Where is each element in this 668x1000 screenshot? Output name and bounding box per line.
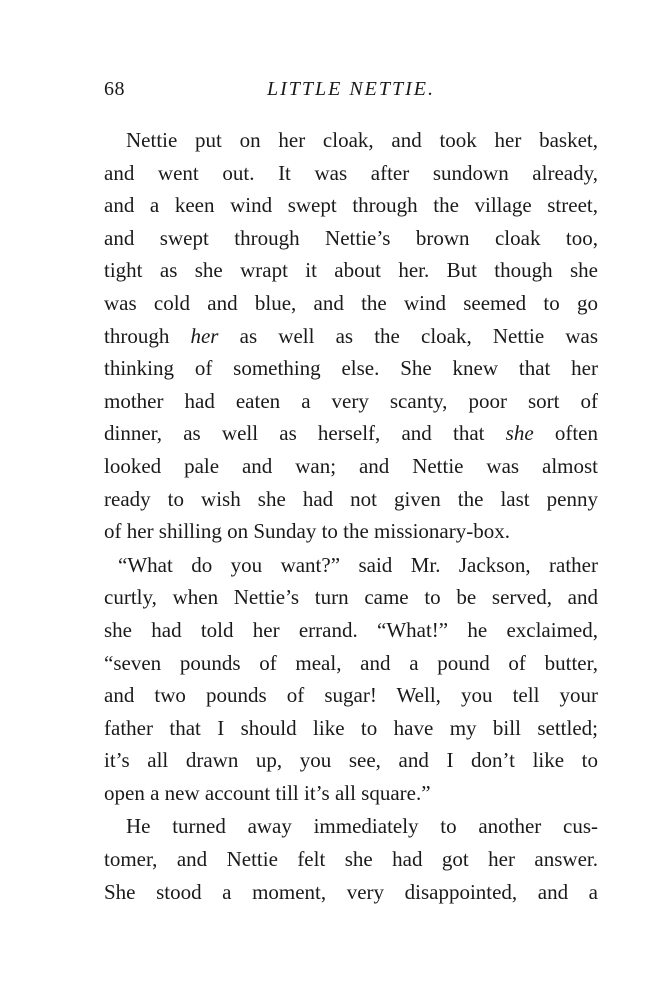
italic-word: she bbox=[505, 421, 534, 446]
text-line bbox=[104, 320, 598, 353]
text-line: thinking of something else. She knew that her bbox=[104, 356, 598, 381]
text-line: She stood a moment, very disappointed, and a bbox=[104, 879, 598, 904]
italic-word: her bbox=[190, 323, 219, 348]
text-line: “What do you want?” said Mr. Jackson, rather bbox=[118, 552, 598, 577]
running-title: LITTLE NETTIE. bbox=[266, 78, 436, 100]
text-line: open a new account till it’s all square.” bbox=[104, 780, 431, 805]
text-fragment: dinner, as well as herself, and that bbox=[104, 421, 485, 446]
text-line: father that I should like to have my bill settled; bbox=[104, 715, 598, 740]
text-line: of her shilling on Sunday to the missionary-box. bbox=[104, 519, 510, 544]
text-line: it’s all drawn up, you see, and I don’t like to bbox=[104, 748, 598, 773]
text-line: was cold and blue, and the wind seemed to go bbox=[104, 290, 598, 315]
body-text bbox=[104, 124, 598, 908]
text-line: mother had eaten a very scanty, poor sort of bbox=[104, 388, 598, 413]
text-line: and two pounds of sugar! Well, you tell your bbox=[104, 683, 598, 708]
text-fragment: often bbox=[554, 421, 599, 446]
text-line: He turned away immediately to another cus- bbox=[126, 814, 598, 839]
text-fragment: as well as the cloak, Nettie was bbox=[239, 323, 599, 348]
text-line: Nettie put on her cloak, and took her basket, bbox=[126, 128, 598, 152]
text-line: looked pale and wan; and Nettie was almost bbox=[104, 453, 598, 478]
page-number: 68 bbox=[104, 78, 125, 100]
text-line: and swept through Nettie’s brown cloak too, bbox=[104, 225, 598, 250]
text-line: ready to wish she had not given the last penny bbox=[104, 486, 598, 511]
text-line: and went out. It was after sundown already, bbox=[104, 160, 598, 185]
running-head bbox=[104, 78, 598, 108]
text-line: tight as she wrapt it about her. But though she bbox=[104, 258, 598, 283]
text-line: curtly, when Nettie’s turn came to be served, and bbox=[104, 585, 598, 610]
text-line: and a keen wind swept through the village street, bbox=[104, 193, 598, 218]
text-fragment: through bbox=[104, 323, 170, 348]
text-line: “seven pounds of meal, and a pound of butter, bbox=[104, 650, 598, 675]
text-line bbox=[104, 417, 598, 450]
text-line: tomer, and Nettie felt she had got her answer. bbox=[104, 847, 598, 872]
text-line: she had told her errand. “What!” he exclaimed, bbox=[104, 617, 598, 642]
